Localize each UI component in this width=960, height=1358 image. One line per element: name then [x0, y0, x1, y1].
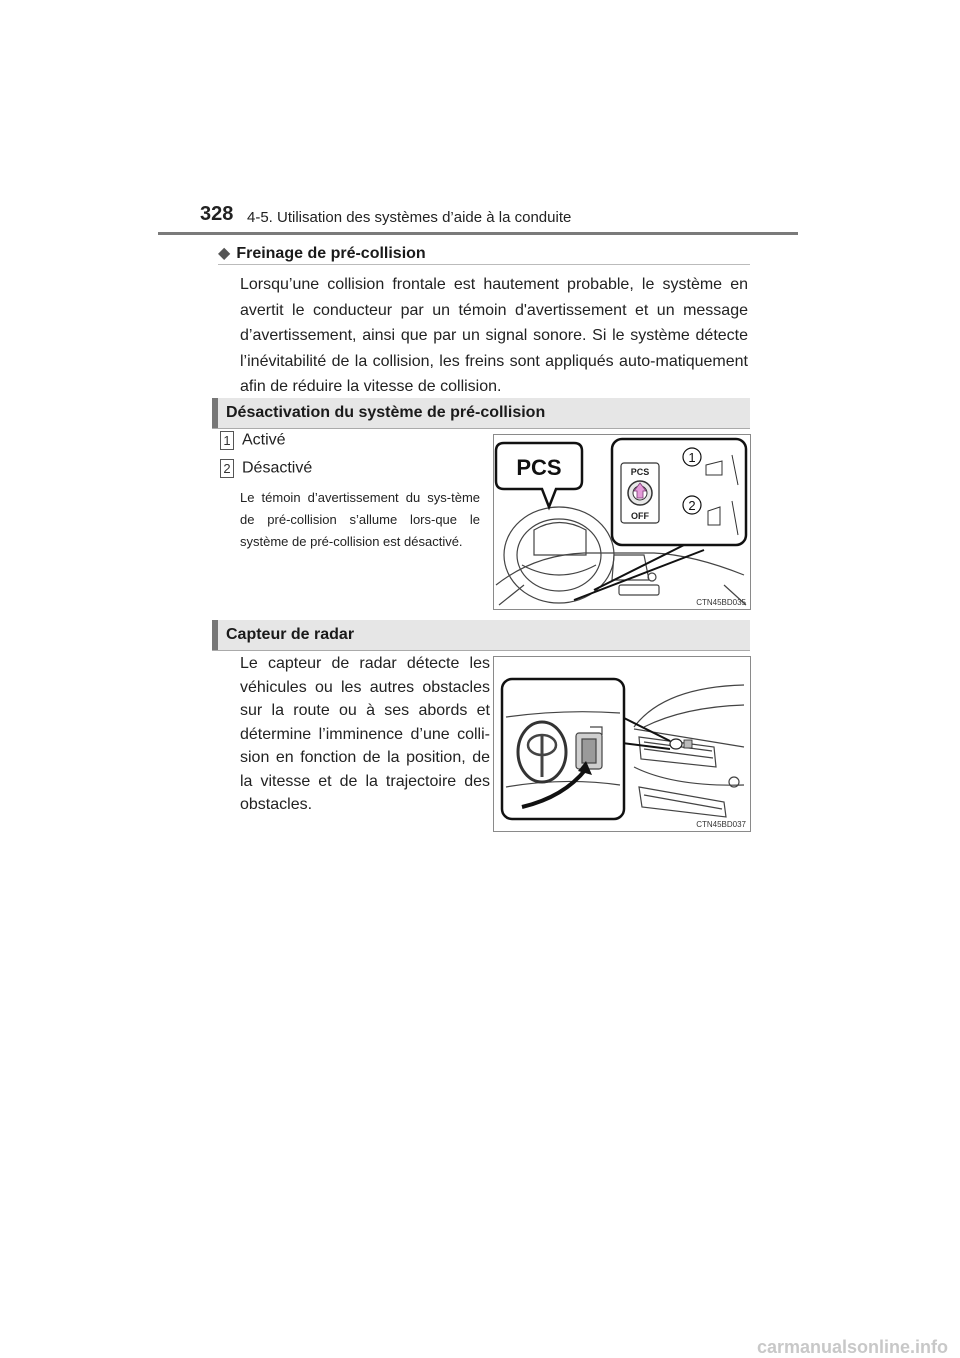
list-item-deactivated — [220, 459, 312, 478]
figure-code: CTN45BD035 — [696, 598, 746, 607]
radar-sensor-illustration — [494, 657, 750, 831]
figure-radar-sensor — [493, 656, 751, 832]
callout-1: 1 — [688, 450, 696, 465]
diamond-bullet-icon: ◆ — [218, 245, 231, 262]
figure-code: CTN45BD037 — [696, 820, 746, 829]
brake-paragraph: Lorsqu’une collision frontale est hautement probable, le système en avertit le conducteur par un témoin d'avertissement et un message d’avertissement, ainsi que par un signal sonore. Si le système détecte l’inévitabilité de la collision, les freins sont appliqués auto-matiquement afin de réduire la vitesse de collision. — [240, 276, 748, 395]
warning-note: Le témoin d’avertissement du sys-tème de pré-collision s’allume lors-que le système de pré-collision est désactivé. — [240, 490, 480, 549]
watermark: carmanualsonline.info — [756, 1337, 948, 1357]
section-title-text: Freinage de pré-collision — [236, 245, 426, 262]
switch-top-label: PCS — [630, 467, 650, 477]
item-number: 2 — [220, 459, 234, 478]
item-number: 1 — [220, 431, 234, 450]
running-title: 4-5. Utilisation des systèmes d’aide à la conduite — [247, 209, 572, 226]
section-title-brake — [218, 243, 426, 263]
pcs-switch-illustration — [494, 435, 750, 609]
header-rule — [158, 232, 798, 235]
item-label: Désactivé — [242, 459, 313, 477]
heading-disable-text: Désactivation du système de pré-collision — [226, 404, 546, 421]
page-number: 328 — [200, 203, 234, 225]
heading-radar-text: Capteur de radar — [226, 626, 355, 643]
switch-bottom-label: OFF — [631, 511, 649, 521]
pcs-bubble-label: PCS — [516, 455, 562, 480]
list-item-activated — [220, 431, 286, 450]
heading-band-radar — [212, 620, 750, 651]
figure-pcs-switch — [493, 434, 751, 610]
radar-paragraph: Le capteur de radar détecte les véhicules ou les autres obstacles sur la route ou à ses abords et détermine l’imminence d’une colli-sion en fonction de la position, de la vitesse et de la trajectoire des obstacles. — [240, 655, 490, 813]
callout-2: 2 — [688, 498, 696, 513]
section-rule — [218, 264, 750, 265]
heading-band-disable — [212, 398, 750, 429]
item-label: Activé — [242, 431, 286, 449]
